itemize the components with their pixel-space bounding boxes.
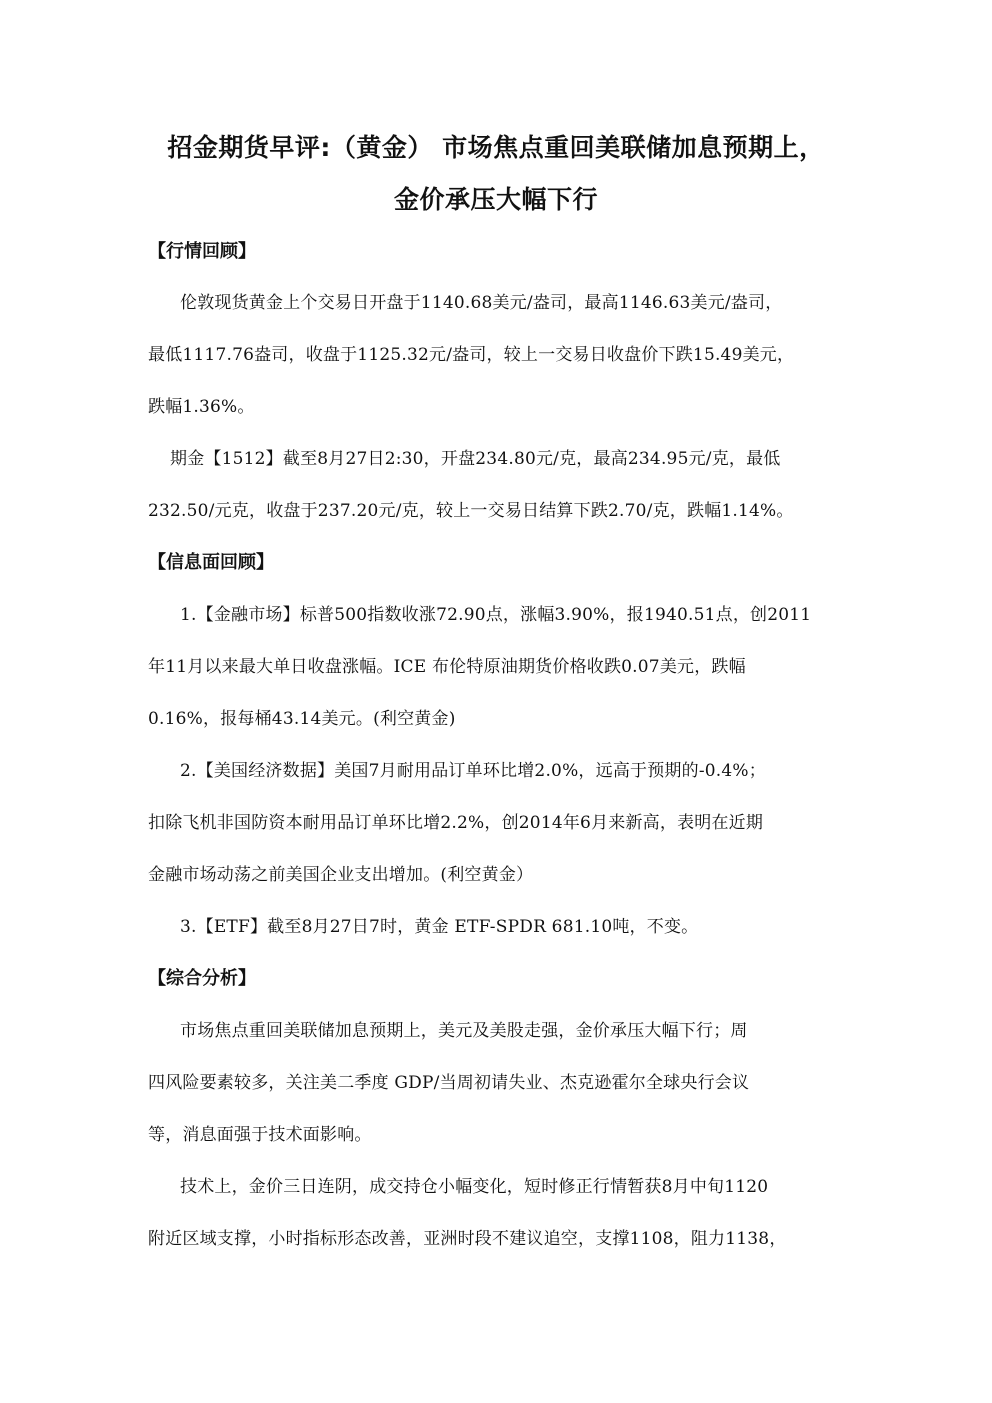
list-item-line: 金融市场动荡之前美国企业支出增加。(利空黄金） xyxy=(148,865,534,885)
paragraph-line: 等，消息面强于技术面影响。 xyxy=(148,1125,372,1145)
paragraph-line: 附近区域支撑，小时指标形态改善，亚洲时段不建议追空，支撑1108，阻力1138， xyxy=(148,1229,787,1249)
paragraph-line: 四风险要素较多，关注美二季度 GDP/当周初请失业、杰克逊霍尔全球央行会议 xyxy=(148,1073,750,1093)
list-item-line: 1.【金融市场】标普500指数收涨72.90点，涨幅3.90%，报1940.51点，创2011 xyxy=(180,605,812,625)
section-heading-market-review: 【行情回顾】 xyxy=(148,241,256,262)
list-item-line: 3.【ETF】截至8月27日7时，黄金 ETF-SPDR 681.10吨，不变。 xyxy=(180,917,699,937)
document-title-line-2: 金价承压大幅下行 xyxy=(393,185,598,214)
paragraph-line: 市场焦点重回美联储加息预期上，美元及美股走强，金价承压大幅下行；周 xyxy=(180,1021,748,1041)
list-item-line: 2.【美国经济数据】美国7月耐用品订单环比增2.0%，远高于预期的-0.4%； xyxy=(180,761,766,781)
list-item-line: 扣除飞机非国防资本耐用品订单环比增2.2%，创2014年6月来新高，表明在近期 xyxy=(148,813,764,833)
list-item-line: 0.16%，报每桶43.14美元。(利空黄金) xyxy=(148,709,456,729)
paragraph-line: 期金【1512】截至8月27日2:30，开盘234.80元/克，最高234.95元/克，最低 xyxy=(170,449,781,469)
paragraph-line: 最低1117.76盎司，收盘于1125.32元/盎司，较上一交易日收盘价下跌15.49美元， xyxy=(148,345,795,365)
paragraph-line: 技术上，金价三日连阴，成交持仓小幅变化，短时修正行情暂获8月中旬1120 xyxy=(180,1177,769,1197)
paragraph-line: 232.50/元克，收盘于237.20元/克，较上一交易日结算下跌2.70/克，跌幅1.14%。 xyxy=(148,501,794,521)
list-item-line: 年11月以来最大单日收盘涨幅。ICE 布伦特原油期货价格收跌0.07美元，跌幅 xyxy=(148,657,746,677)
section-heading-analysis: 【综合分析】 xyxy=(148,968,256,989)
section-heading-info-review: 【信息面回顾】 xyxy=(148,552,274,573)
document-title-line-1: 招金期货早评:（黄金） 市场焦点重回美联储加息预期上， xyxy=(167,133,825,162)
paragraph-line: 伦敦现货黄金上个交易日开盘于1140.68美元/盎司，最高1146.63美元/盎司， xyxy=(180,293,783,313)
paragraph-line: 跌幅1.36%。 xyxy=(148,397,255,417)
